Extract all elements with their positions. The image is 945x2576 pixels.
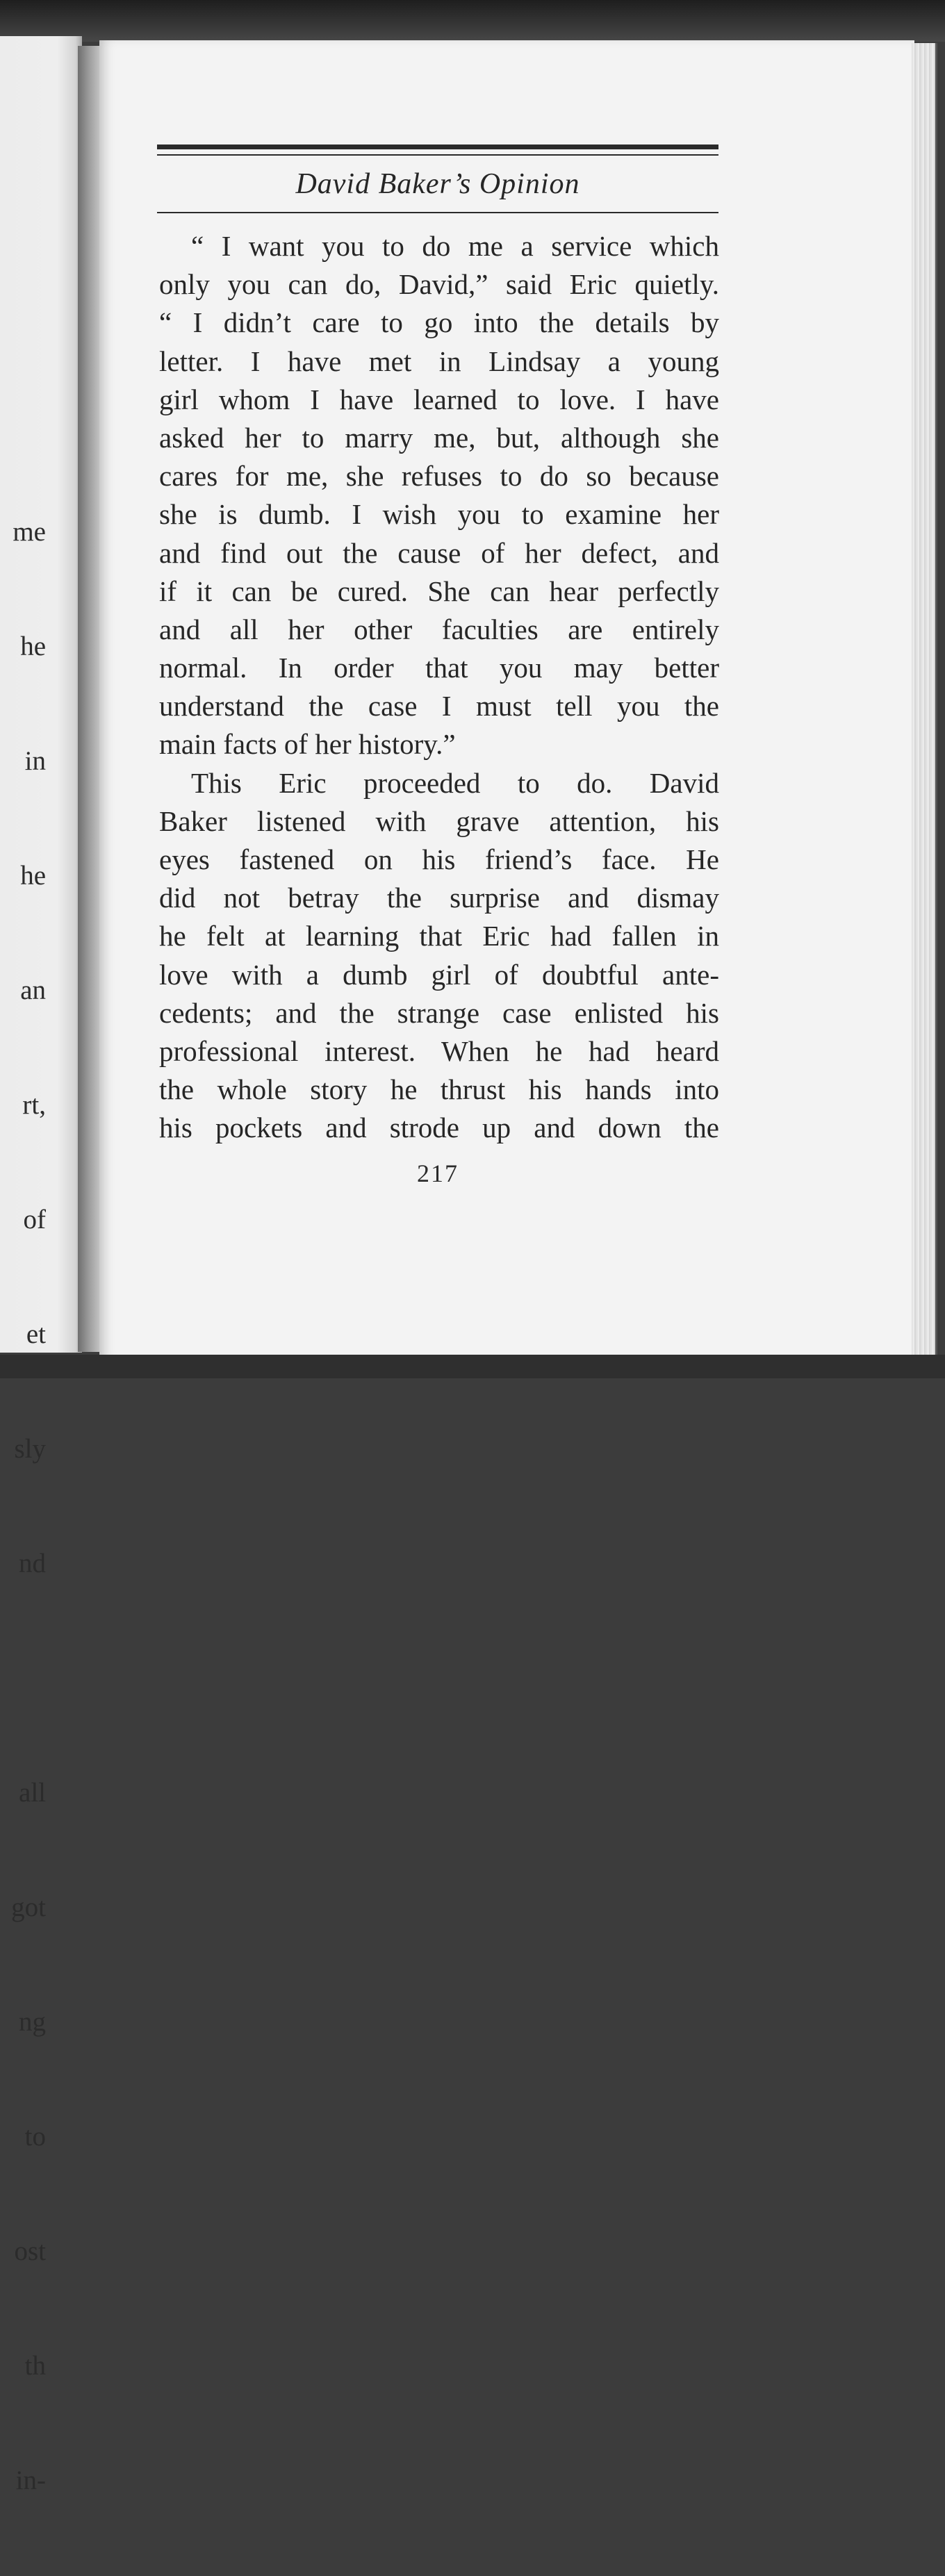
text-line: cares for me, she refuses to do so because <box>159 460 719 493</box>
left-fragment-line: to <box>24 2122 46 2152</box>
text-line: main facts of her history.” <box>159 728 456 761</box>
left-page <box>0 36 82 2495</box>
left-fragment-line: nd <box>19 1549 46 1578</box>
left-fragment-line: et <box>26 1319 46 1349</box>
text-line: his pockets and strode up and down the <box>159 1112 719 1144</box>
text-line: This Eric proceeded to do. David <box>191 766 719 799</box>
left-fragment-line: sly <box>14 1434 46 1464</box>
text-line: letter. I have met in Lindsay a young <box>159 345 719 377</box>
header-rule-bottom <box>157 212 718 213</box>
text-line: Baker listened with grave attention, his <box>159 804 719 837</box>
text-line: and all her other faculties are entirely <box>159 613 719 645</box>
page-number: 217 <box>417 1159 459 1187</box>
left-fragment-line: in <box>24 746 46 776</box>
running-head: David Baker’s Opinion <box>295 168 580 200</box>
text-line: “ I didn’t care to go into the details by <box>159 306 719 339</box>
left-fragment-line: all <box>19 1778 46 1808</box>
text-line: the whole story he thrust his hands into <box>159 1073 719 1106</box>
left-fragment-line: ost <box>14 2236 46 2266</box>
text-line: eyes fastened on his friend’s face. He <box>159 843 719 875</box>
text-line: only you can do, David,” said Eric quietly. <box>159 268 719 301</box>
left-fragment-line: th <box>24 2351 46 2381</box>
text-line: asked her to marry me, but, although she <box>159 421 719 454</box>
text-line: girl whom I have learned to love. I have <box>159 383 719 415</box>
text-line: professional interest. When he had heard <box>159 1034 719 1067</box>
left-page-text-fragments <box>0 436 46 2576</box>
left-fragment-line: got <box>11 1892 46 1922</box>
text-line: she is dumb. I wish you to examine her <box>159 498 719 531</box>
text-line: cedents; and the strange case enlisted his <box>159 996 719 1029</box>
text-line: if it can be cured. She can hear perfectly <box>159 575 719 607</box>
text-line: did not betray the surprise and dismay <box>159 882 719 914</box>
left-fragment-line: ng <box>19 2007 46 2037</box>
scan-bottom-border <box>0 1355 945 1378</box>
left-fragment-line: of <box>23 1205 46 1235</box>
scan-top-border <box>0 0 945 42</box>
left-fragment-line: an <box>20 975 46 1005</box>
body-text <box>159 227 719 1148</box>
left-fragment-line: he <box>20 631 46 661</box>
text-line: and find out the cause of her defect, and <box>159 536 719 569</box>
header-rule-thick <box>157 145 718 149</box>
left-fragment-line: he <box>20 861 46 891</box>
left-fragment-line: in- <box>15 2466 46 2495</box>
text-line: normal. In order that you may better <box>159 652 719 684</box>
book-gutter <box>78 46 101 1352</box>
left-fragment-line: me <box>13 517 46 547</box>
text-line: “ I want you to do me a service which <box>191 230 719 262</box>
left-fragment-line <box>0 1659 46 1697</box>
header-rule-thin <box>157 154 718 156</box>
text-line: love with a dumb girl of doubtful ante- <box>159 958 719 991</box>
text-line: he felt at learning that Eric had fallen in <box>159 920 719 952</box>
page-edges <box>912 43 937 1356</box>
text-line: understand the case I must tell you the <box>159 690 719 723</box>
left-fragment-line: rt, <box>22 1090 46 1120</box>
